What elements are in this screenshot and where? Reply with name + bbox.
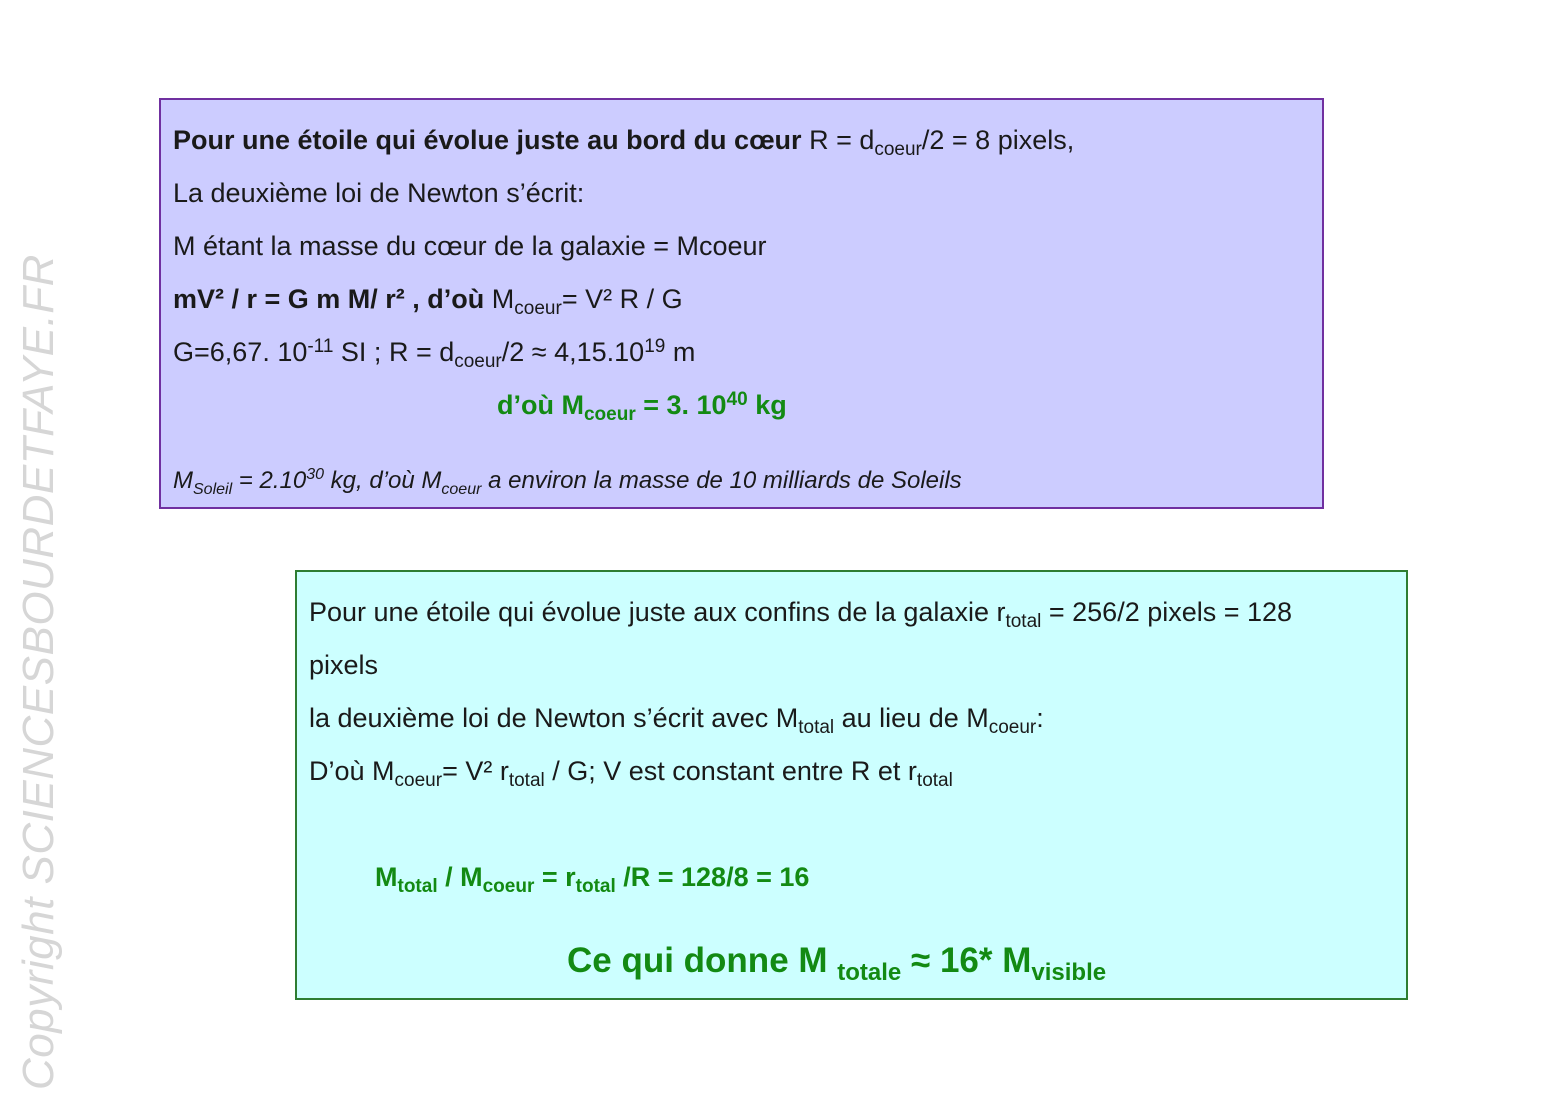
subscript: coeur [454,351,502,372]
subscript: Soleil [193,481,233,498]
superscript: 19 [644,336,666,357]
text: M [375,862,398,892]
text: = V² r [442,756,509,786]
text: = 256/2 pixels = 128 [1041,597,1293,627]
subscript: totale [837,959,902,986]
watermark-text: Copyright SCIENCESBOURDETFAYE.FR [14,254,63,1090]
subscript: total [397,876,438,897]
subscript: total [575,876,616,897]
text: D’où M [309,756,395,786]
subscript: coeur [441,481,482,498]
text: /2 = 8 pixels, [921,125,1075,155]
equation: mV² / r = G m M/ r² , d’où [173,284,485,314]
text: G=6,67. 10 [173,337,308,367]
subscript: total [508,770,545,791]
text: kg, d’où M [324,467,442,494]
text: /R = 128/8 = 16 [615,862,810,892]
newton-total-line [309,692,1394,745]
core-star-line [173,114,1310,167]
text: / G; V est constant entre R et r [544,756,917,786]
subscript: visible [1031,959,1107,986]
text: Pour une étoile qui évolue juste aux confins de la galaxie r [309,597,1006,627]
text: / M [437,862,483,892]
subscript: total [1005,611,1042,632]
subscript: coeur [514,298,562,319]
text: d’où M [497,390,584,420]
text: = r [534,862,576,892]
subscript: total [798,717,835,738]
text: /2 ≈ 4,15.10 [501,337,645,367]
mass-definition-line: M étant la masse du cœur de la galaxie = Mcoeur [173,231,767,261]
edge-star-line [309,586,1394,639]
newton-law-line: La deuxième loi de Newton s’écrit: [173,178,585,208]
text: R = d [801,125,875,155]
edge-star-line-continued: pixels [309,650,379,680]
text: la deuxième loi de Newton s’écrit avec M [309,703,799,733]
total-mass-box [295,570,1408,1000]
total-mass-conclusion [309,931,1394,991]
text: M [484,284,515,314]
superscript: -11 [307,336,334,357]
text: M [173,467,193,494]
text: a environ la masse de 10 milliards de Soleils [481,467,962,494]
constants-line [173,326,1310,379]
text: ≈ 16* M [901,941,1032,980]
subscript: total [916,770,953,791]
subscript: coeur [988,717,1037,738]
core-star-heading: Pour une étoile qui évolue juste au bord du cœur [173,125,802,155]
velocity-line [309,745,1394,798]
subscript: coeur [394,770,443,791]
core-equation-line [173,273,1310,326]
text: kg [747,390,787,420]
core-mass-box [159,98,1324,509]
sun-mass-note [173,454,1310,507]
mass-ratio-result [309,851,1394,904]
text: au lieu de M [834,703,989,733]
text: Ce qui donne M [567,941,838,980]
text: m [665,337,696,367]
superscript: 40 [726,389,748,410]
text: = 2.10 [232,467,307,494]
subscript: coeur [482,876,535,897]
text: : [1036,703,1044,733]
text: = 3. 10 [635,390,727,420]
text: SI ; R = d [333,337,455,367]
subscript: coeur [583,404,636,425]
copyright-watermark [8,0,63,1100]
superscript: 30 [306,466,324,483]
subscript: coeur [874,139,922,160]
text: = V² R / G [561,284,683,314]
core-mass-result [173,379,1310,432]
